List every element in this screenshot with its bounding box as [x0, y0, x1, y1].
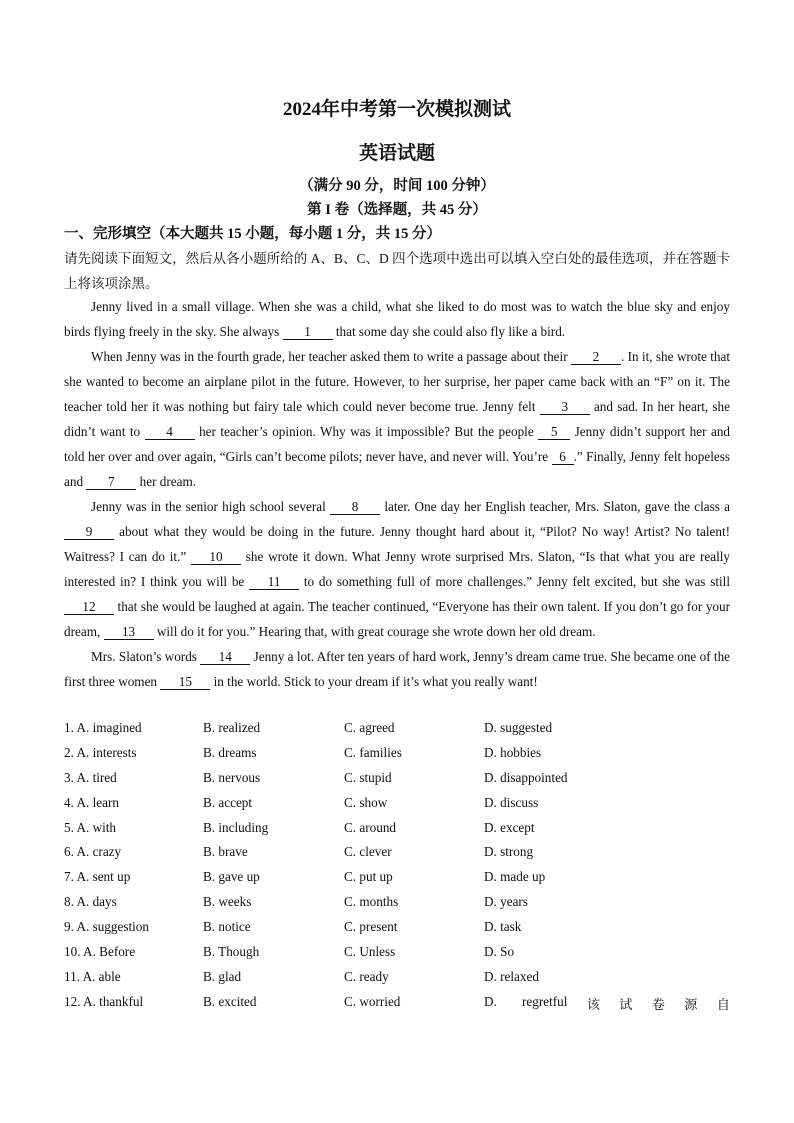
option-d: D. So — [484, 944, 515, 960]
blank-4: 4 — [145, 424, 195, 440]
option-row — [64, 994, 730, 1019]
option-c: C. present — [344, 919, 398, 935]
option-row — [64, 969, 730, 994]
blank-6: 6 — [552, 449, 574, 465]
option-row — [64, 919, 730, 944]
option-a: 8. A. days — [64, 894, 117, 910]
option-row — [64, 894, 730, 919]
option-row — [64, 795, 730, 820]
option-c: C. families — [344, 744, 402, 760]
option-d: D. made up — [484, 869, 546, 885]
option-row — [64, 820, 730, 845]
option-row — [64, 720, 730, 745]
option-d: D. task — [484, 919, 522, 935]
option-b: B. glad — [203, 968, 242, 984]
blank-13: 13 — [104, 624, 154, 640]
cloze-passage — [64, 294, 730, 694]
option-c: C. months — [344, 894, 399, 910]
option-c: C. stupid — [344, 769, 392, 785]
options-list — [64, 720, 730, 1019]
option-a: 7. A. sent up — [64, 869, 131, 885]
blank-2: 2 — [571, 349, 621, 365]
option-row — [64, 844, 730, 869]
option-b: B. notice — [203, 919, 251, 935]
option-c: C. agreed — [344, 720, 395, 735]
option-b: B. realized — [203, 720, 261, 735]
watermark-char: 卷 — [651, 996, 665, 1012]
option-a: 12. A. thankful — [64, 993, 144, 1009]
option-c: C. ready — [344, 968, 389, 984]
option-b: B. dreams — [203, 744, 257, 760]
option-a: 3. A. tired — [64, 769, 117, 785]
blank-10: 10 — [191, 549, 241, 565]
option-a: 6. A. crazy — [64, 844, 122, 860]
option-a: 9. A. suggestion — [64, 919, 149, 935]
option-a: 11. A. able — [64, 968, 121, 984]
option-d: D. years — [484, 894, 528, 910]
blank-7: 7 — [86, 474, 136, 490]
passage-paragraph: Mrs. Slaton’s words 14 Jenny a lot. After ten years of hard work, Jenny’s dream came true. She became one of the first three women 15 in the world. Stick to your dream if it’s what you really want! — [64, 649, 731, 689]
passage-paragraph: When Jenny was in the fourth grade, her teacher asked them to write a passage about their 2 . In it, she wrote that she wanted to become an airplane pilot in the future. However, to her surprise, her paper came back with an “F” on it. The teacher told her it was nothing but fairy tale which could never become true. Jenny felt 3 and sad. In her heart, she didn’t want to 4 her teacher’s opinion. Why was it impossible? But the people 5 Jenny didn’t support her and told her over and over again, “Girls can’t become pilots; never have, and never will. You’re 6 .” Finally, Jenny felt hopeless and 7 her dream. — [64, 349, 731, 489]
option-d: D. relaxed — [484, 968, 539, 984]
score-time-note: （满分 90 分，时间 100 分钟） — [299, 178, 495, 194]
watermark-char: 试 — [619, 996, 633, 1012]
option-d: D. except — [484, 819, 535, 835]
option-d-tail — [522, 994, 730, 1013]
option-b: B. including — [203, 819, 269, 835]
watermark-char: 自 — [716, 996, 730, 1012]
option-row — [64, 869, 730, 894]
option-c: C. show — [344, 794, 388, 810]
blank-14: 14 — [200, 649, 250, 665]
watermark-char: 该 — [586, 996, 600, 1012]
option-a: 10. A. Before — [64, 944, 136, 960]
option-c: C. around — [344, 819, 397, 835]
passage-paragraph: Jenny was in the senior high school several 8 later. One day her English teacher, Mrs. Slaton, gave the class a 9 about what they would be doing in the future. Jenny thought hard about it, “Pilot? No way! Artist? No talent! Waitress? I can do it.” 10 she wrote it down. What Jenny wrote surprised Mrs. Slaton, “Is that what you are really interested in? I think you will be 11 to do something full of more challenges.” Jenny felt excited, but she was still 12 that she would be laughed at again. The teacher continued, “Everyone has their own talent. If you don’t go for your dream, 13 will do it for you.” Hearing that, with great courage she wrote down her old dream. — [64, 499, 731, 639]
option-a: 2. A. interests — [64, 744, 137, 760]
option-a: 1. A. imagined — [64, 720, 142, 735]
option-b: B. nervous — [203, 769, 261, 785]
blank-1: 1 — [283, 324, 333, 340]
option-b: B. weeks — [203, 894, 252, 910]
option-c: C. put up — [344, 869, 393, 885]
option-row — [64, 944, 730, 969]
blank-9: 9 — [64, 524, 114, 540]
option-row — [64, 745, 730, 770]
option-b: B. excited — [203, 993, 257, 1009]
option-d: D. disappointed — [484, 769, 568, 785]
blank-3: 3 — [540, 399, 590, 415]
option-b: B. Though — [203, 944, 260, 960]
volume-heading: 第 I 卷（选择题，共 45 分） — [307, 202, 487, 218]
option-d: D. — [484, 993, 497, 1009]
option-d: D. suggested — [484, 720, 553, 735]
option-b: B. gave up — [203, 869, 260, 885]
blank-12: 12 — [64, 599, 114, 615]
exam-title: 2024年中考第一次模拟测试 — [282, 99, 511, 120]
blank-8: 8 — [330, 499, 380, 515]
option-a: 5. A. with — [64, 819, 117, 835]
subject-title: 英语试题 — [358, 143, 435, 164]
option-b: B. brave — [203, 844, 248, 860]
option-d: D. strong — [484, 844, 534, 860]
blank-15: 15 — [160, 674, 210, 690]
watermark-char: 源 — [684, 996, 698, 1012]
option-d: D. hobbies — [484, 744, 542, 760]
option-b: B. accept — [203, 794, 253, 810]
section-instruction: 请先阅读下面短文，然后从各小题所给的 A、B、C、D 四个选项中选出可以填入空白处的最佳选项，并在答题卡上将该项涂黑。 — [64, 251, 730, 291]
option-d-text: regretful — [522, 993, 568, 1009]
option-c: C. Unless — [344, 944, 396, 960]
passage-paragraph: Jenny lived in a small village. When she was a child, what she liked to do most was to watch the blue sky and enjoy birds flying freely in the sky. She always 1 that some day she could also fly like a bird. — [64, 299, 730, 339]
option-d: D. discuss — [484, 794, 539, 810]
blank-5: 5 — [538, 424, 570, 440]
option-a: 4. A. learn — [64, 794, 119, 810]
option-c: C. worried — [344, 993, 401, 1009]
option-row — [64, 770, 730, 795]
section-heading: 一、完形填空（本大题共 15 小题，每小题 1 分，共 15 分） — [64, 226, 441, 242]
option-c: C. clever — [344, 844, 392, 860]
blank-11: 11 — [249, 574, 299, 590]
